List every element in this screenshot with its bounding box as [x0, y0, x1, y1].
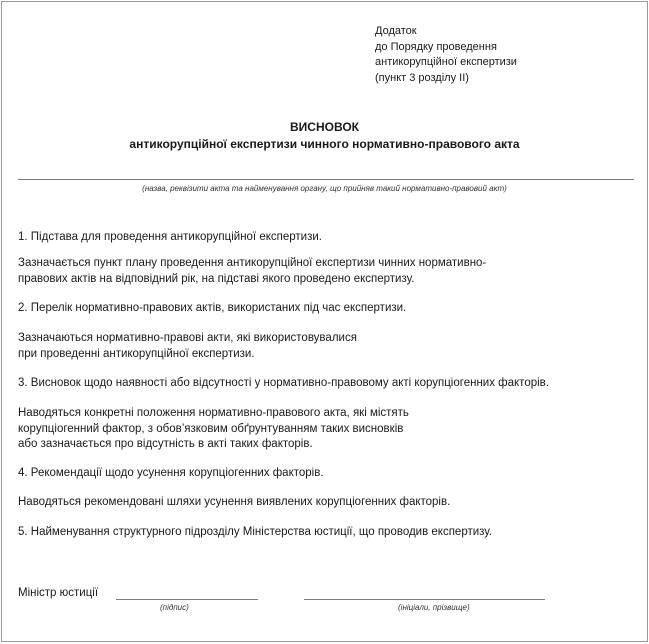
annex-note	[375, 24, 517, 86]
signature-caption: (підпис)	[160, 603, 189, 612]
section-2-title: 2. Перелік нормативно-правових актів, використаних під час експертизи.	[18, 302, 407, 314]
section-3-text-line-3: або зазначається про відсутність в акті таких факторів.	[18, 438, 313, 450]
document-page	[1, 1, 648, 642]
document-subtitle: антикорупційної експертизи чинного нормативно-правового акта	[129, 137, 520, 151]
section-1-text-line-2: правових актів на відповідний рік, на підставі якого проведено експертизу.	[18, 272, 415, 285]
section-3-text-line-1: Наводяться конкретні положення нормативно-правового акта, які містять	[18, 407, 409, 419]
annex-line-2: до Порядку проведення	[375, 40, 497, 53]
signature-line	[116, 599, 258, 600]
section-1-text-line-1: Зазначається пункт плану проведення антикорупційної експертизи чинних нормативно-	[18, 257, 487, 269]
annex-line-1: Додаток	[375, 25, 417, 37]
name-caption: (ініціали, прізвище)	[398, 603, 470, 612]
section-3-text-line-2: корупціогенний фактор, з обов’язковим обґрунтуванням таких висновків	[18, 422, 404, 435]
section-2-text-line-2: при проведенні антикорупційної експертизи.	[18, 347, 255, 360]
annex-line-4: (пункт 3 розділу II)	[375, 71, 469, 84]
annex-line-3: антикорупційної експертизи	[375, 56, 517, 68]
section-4-text-line-1: Наводяться рекомендовані шляхи усунення виявлених корупціогенних факторів.	[18, 496, 451, 508]
section-2-text-line-1: Зазначаються нормативно-правові акти, які використовувалися	[18, 332, 357, 344]
document-title: ВИСНОВОК	[290, 120, 359, 134]
minister-label: Міністр юстиції	[18, 587, 99, 599]
section-3-title: 3. Висновок щодо наявності або відсутності у нормативно-правовому акті корупціогенних факторів.	[18, 377, 549, 389]
section-1-title: 1. Підстава для проведення антикорупційної експертизи.	[18, 231, 322, 243]
section-5-title: 5. Найменування структурного підрозділу Міністерства юстиції, що проводив експертизу.	[18, 526, 493, 538]
act-name-caption: (назва, реквізити акта та найменування органу, що прийняв такий нормативно-правовий акт)	[142, 184, 507, 193]
act-name-line	[18, 179, 634, 180]
section-4-title: 4. Рекомендації щодо усунення корупціогенних факторів.	[18, 467, 324, 479]
name-line	[304, 599, 545, 600]
